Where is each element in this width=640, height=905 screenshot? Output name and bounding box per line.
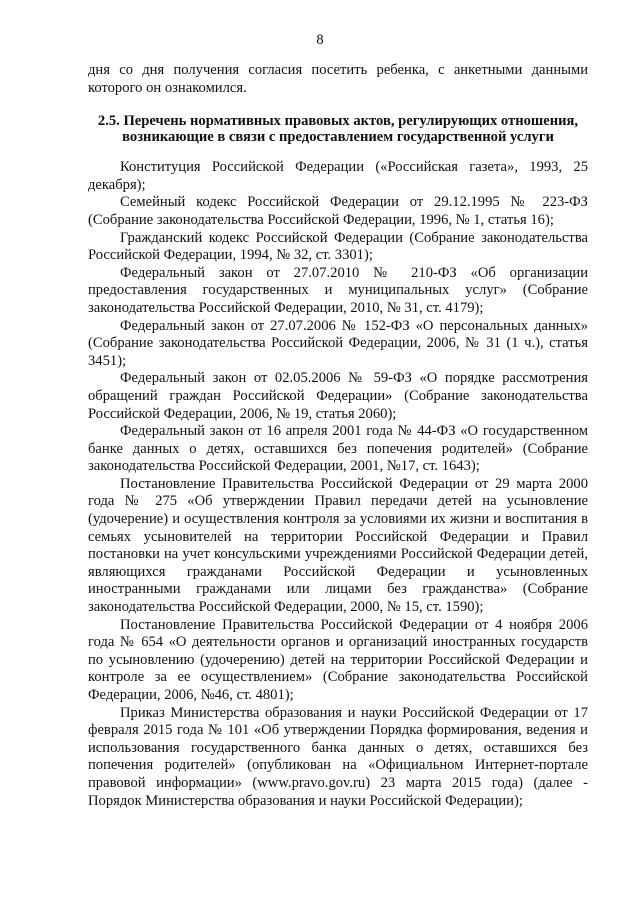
intro-paragraph: дня со дня получения согласия посетить ребенка, с анкетными данными которого он ознакомился. — [88, 62, 588, 96]
list-item-order-101: Приказ Министерства образования и науки Российской Федерации от 17 февраля 2015 года № 101 «Об утверждении Порядка формирования, ведения и использования государственного банка данных о детях, оставшихся без попечения родителей» (опубликован на «Официальном Интернет-портале правовой информации» (www.pravo.gov.ru) 23 марта 2015 года) (далее - Порядок Министерства образования и науки Российской Федерации); — [88, 704, 588, 809]
list-item-family-code: Семейный кодекс Российской Федерации от 29.12.1995 № 223-ФЗ (Собрание законодательства Российской Федерации, 1996, № 1, статья 16); — [88, 194, 588, 228]
list-item-law-44: Федеральный закон от 16 апреля 2001 года № 44-ФЗ «О государственном банке данных о детях, оставшихся без попечения родителей» (Собрание законодательства Российской Федерации, 2001, №17, ст. 1643); — [88, 423, 588, 475]
list-item-law-210: Федеральный закон от 27.07.2010 № 210-ФЗ «Об организации предоставления государственных и муниципальных услуг» (Собрание законодательства Российской Федерации, 2010, № 31, ст. 4179); — [88, 264, 588, 316]
page-content — [88, 62, 588, 810]
list-item-civil-code: Гражданский кодекс Российской Федерации (Собрание законодательства Российской Федерации, 1994, № 32, ст. 3301); — [88, 229, 588, 264]
page-number: 8 — [316, 32, 324, 48]
section-heading: 2.5. Перечень нормативных правовых актов, регулирующих отношения, возникающие в связи с предоставлением государственной услуги — [97, 113, 579, 146]
list-item-resolution-654: Постановление Правительства Российской Федерации от 4 ноября 2006 года № 654 «О деятельности органов и организаций иностранных государств по усыновлению (удочерению) детей на территории Российской Федерации и контроле за ее осуществлением» (Собрание законодательства Российской Федерации, 2006, №46, ст. 4801); — [88, 616, 588, 703]
list-item-resolution-275: Постановление Правительства Российской Федерации от 29 марта 2000 года № 275 «Об утверждении Правил передачи детей на усыновление (удочерение) и осуществления контроля за условиями их жизни и воспитания в семьях усыновителей на территории Российской Федерации и Правил постановки на учет консульскими учреждениями Российской Федерации детей, являющихся гражданами Российской Федерации и усыновленных иностранными гражданами или лицами без гражданства» (Собрание законодательства Российской Федерации, 2000, № 15, ст. 1590); — [88, 475, 588, 616]
list-item-law-59: Федеральный закон от 02.05.2006 № 59-ФЗ «О порядке рассмотрения обращений граждан Российской Федерации» (Собрание законодательства Российской Федерации, 2006, № 19, статья 2060); — [88, 370, 588, 422]
list-item-constitution: Конституция Российской Федерации («Российская газета», 1993, 25 декабря); — [88, 159, 588, 193]
list-item-law-152: Федеральный закон от 27.07.2006 № 152-ФЗ «О персональных данных» (Собрание законодательства Российской Федерации, 2006, № 31 (1 ч.), статья 3451); — [88, 317, 588, 369]
